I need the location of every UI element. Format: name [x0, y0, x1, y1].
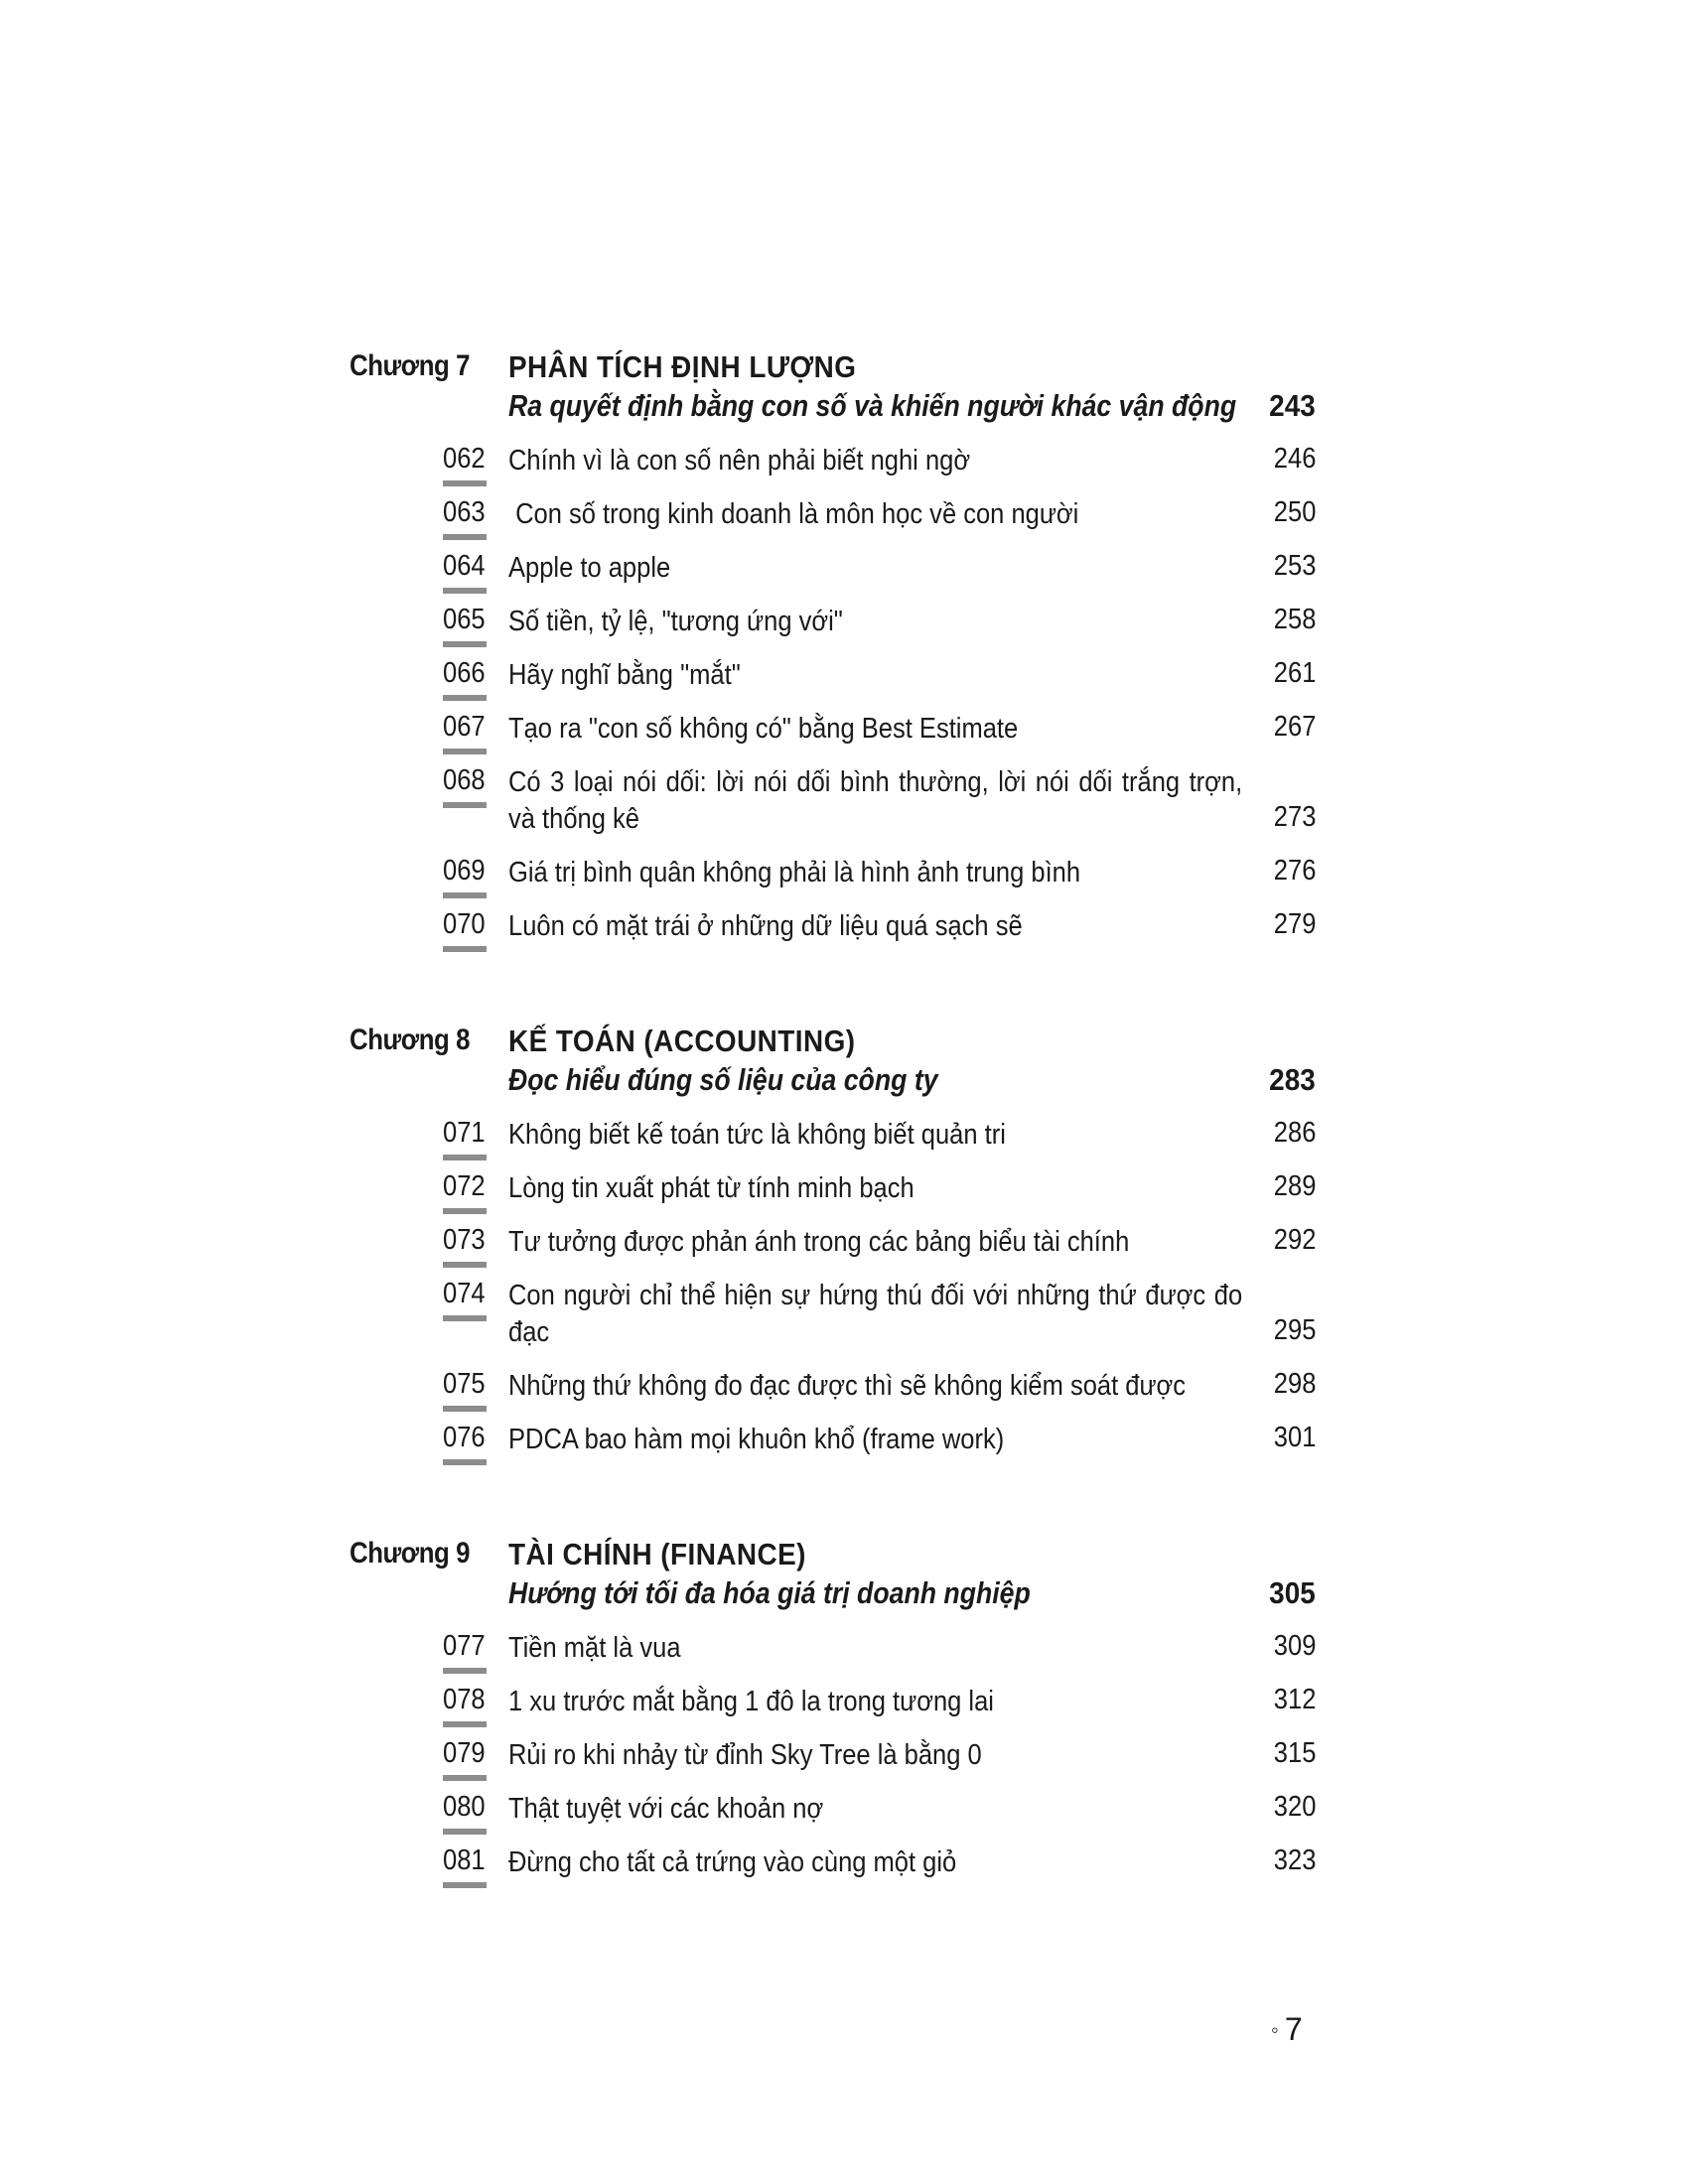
entry-page-number: 261	[1273, 657, 1316, 689]
number-underline	[443, 1208, 487, 1214]
entry-page-number: 250	[1273, 496, 1316, 528]
entry-title: Apple to apple	[508, 552, 671, 584]
entry-page-number: 279	[1273, 908, 1316, 940]
entry-number: 063	[443, 496, 486, 528]
entry-title: Đừng cho tất cả trứng vào cùng một giỏ	[508, 1846, 957, 1878]
entry-number: 068	[443, 764, 486, 796]
chapter-subtitle: Ra quyết định bằng con số và khiến người khác vận động	[508, 388, 1237, 423]
chapter-8	[0, 1020, 1688, 1475]
entry-number: 074	[443, 1278, 486, 1309]
page-number-value: 7	[1284, 2011, 1303, 2047]
entry-number: 080	[443, 1791, 486, 1823]
number-underline	[443, 1668, 487, 1674]
number-underline	[443, 1882, 487, 1888]
entry-number: 070	[443, 908, 486, 940]
entry-page-number: 309	[1273, 1630, 1316, 1662]
entry-title: Tiền mặt là vua	[508, 1632, 681, 1664]
entry-title: Rủi ro khi nhảy từ đỉnh Sky Tree là bằng 0	[508, 1739, 982, 1771]
entry-title: Tư tưởng được phản ánh trong các bảng biểu tài chính	[508, 1226, 1130, 1258]
toc-entry-062[interactable]	[0, 443, 1688, 496]
entry-number: 075	[443, 1368, 486, 1400]
chapter-heading	[0, 345, 1688, 443]
chapter-7	[0, 345, 1688, 962]
entry-title: Con số trong kinh doanh là môn học về con người	[508, 498, 1079, 530]
number-underline	[443, 802, 487, 808]
chapter-label: Chương 8	[350, 1024, 471, 1056]
entry-number: 077	[443, 1630, 486, 1662]
chapter-title: PHÂN TÍCH ĐỊNH LƯỢNG	[508, 349, 857, 384]
entry-number: 079	[443, 1737, 486, 1769]
toc-entry-071[interactable]	[0, 1117, 1688, 1170]
entry-number: 069	[443, 855, 486, 887]
chapter-title: TÀI CHÍNH (FINANCE)	[508, 1537, 806, 1571]
toc-entry-078[interactable]	[0, 1684, 1688, 1737]
entry-number: 081	[443, 1844, 486, 1876]
entry-number: 072	[443, 1170, 486, 1202]
entry-title: Tạo ra "con số không có" bằng Best Estimate	[508, 713, 1019, 745]
entry-title: Lòng tin xuất phát từ tính minh bạch	[508, 1172, 914, 1204]
number-underline	[443, 1262, 487, 1268]
entry-title: Chính vì là con số nên phải biết nghi ngờ	[508, 445, 971, 477]
toc-entry-079[interactable]	[0, 1737, 1688, 1791]
entry-page-number: 323	[1273, 1844, 1316, 1876]
chapter-title: KẾ TOÁN (ACCOUNTING)	[508, 1024, 856, 1058]
entry-page-number: 267	[1273, 711, 1316, 743]
toc-entry-074[interactable]	[0, 1278, 1688, 1368]
toc-entry-066[interactable]	[0, 657, 1688, 711]
entry-title: Không biết kế toán tức là không biết quản tri	[508, 1119, 1006, 1151]
entry-number: 065	[443, 604, 486, 635]
entry-page-number: 315	[1273, 1737, 1316, 1769]
chapter-label: Chương 7	[350, 349, 471, 382]
toc-entry-070[interactable]	[0, 908, 1688, 962]
chapter-page-number: 305	[1269, 1575, 1316, 1610]
number-underline	[443, 749, 487, 754]
number-underline	[443, 892, 487, 898]
entry-page-number: 295	[1273, 1314, 1316, 1346]
table-of-contents	[0, 345, 1688, 1956]
chapter-heading	[0, 1020, 1688, 1117]
chapter-heading	[0, 1533, 1688, 1630]
number-underline	[443, 534, 487, 540]
entry-page-number: 292	[1273, 1224, 1316, 1256]
entry-title: PDCA bao hàm mọi khuôn khổ (frame work)	[508, 1424, 1005, 1455]
chapter-9	[0, 1533, 1688, 1898]
entry-page-number: 258	[1273, 604, 1316, 635]
entry-number: 073	[443, 1224, 486, 1256]
toc-entry-068[interactable]	[0, 764, 1688, 855]
entry-number: 071	[443, 1117, 486, 1149]
entry-page-number: 286	[1273, 1117, 1316, 1149]
entry-number: 062	[443, 443, 486, 475]
entry-page-number: 298	[1273, 1368, 1316, 1400]
number-underline	[443, 1775, 487, 1781]
number-underline	[443, 641, 487, 647]
toc-entry-063[interactable]	[0, 496, 1688, 550]
chapter-page-number: 243	[1269, 388, 1316, 423]
entry-page-number: 301	[1273, 1422, 1316, 1453]
entry-number: 067	[443, 711, 486, 743]
entry-page-number: 246	[1273, 443, 1316, 475]
toc-entry-073[interactable]	[0, 1224, 1688, 1278]
entry-title: Luôn có mặt trái ở những dữ liệu quá sạch sẽ	[508, 910, 1023, 942]
entry-title: Hãy nghĩ bằng "mắt"	[508, 659, 741, 691]
toc-entry-072[interactable]	[0, 1170, 1688, 1224]
number-underline	[443, 1721, 487, 1727]
entry-title: Con người chỉ thể hiện sự hứng thú đối với những thứ được đo đạc	[508, 1280, 1243, 1348]
toc-entry-080[interactable]	[0, 1791, 1688, 1844]
chapter-subtitle: Hướng tới tối đa hóa giá trị doanh nghiệp	[508, 1575, 1031, 1610]
entry-number: 078	[443, 1684, 486, 1715]
entry-title: Số tiền, tỷ lệ, "tương ứng với"	[508, 606, 843, 637]
entry-page-number: 276	[1273, 855, 1316, 887]
entry-number: 076	[443, 1422, 486, 1453]
toc-entry-064[interactable]	[0, 550, 1688, 604]
entry-title: Có 3 loại nói dối: lời nói dối bình thường, lời nói dối trắng trợn, và thống kê	[508, 766, 1243, 835]
toc-entry-065[interactable]	[0, 604, 1688, 657]
entry-page-number: 289	[1273, 1170, 1316, 1202]
number-underline	[443, 1315, 487, 1321]
entry-title: 1 xu trước mắt bằng 1 đô la trong tương lai	[508, 1686, 994, 1717]
toc-entry-067[interactable]	[0, 711, 1688, 764]
entry-page-number: 253	[1273, 550, 1316, 582]
toc-entry-069[interactable]	[0, 855, 1688, 908]
chapter-subtitle: Đọc hiểu đúng số liệu của công ty	[508, 1062, 938, 1097]
bullet-icon: ◦	[1271, 2017, 1279, 2042]
entry-number: 064	[443, 550, 486, 582]
entry-title: Giá trị bình quân không phải là hình ảnh trung bình	[508, 857, 1081, 888]
number-underline	[443, 1155, 487, 1160]
chapter-page-number: 283	[1269, 1062, 1316, 1097]
number-underline	[443, 946, 487, 952]
number-underline	[443, 695, 487, 701]
toc-entry-077[interactable]	[0, 1630, 1688, 1684]
entry-number: 066	[443, 657, 486, 689]
number-underline	[443, 480, 487, 486]
number-underline	[443, 1459, 487, 1465]
entry-page-number: 273	[1273, 801, 1316, 833]
entry-page-number: 312	[1273, 1684, 1316, 1715]
number-underline	[443, 1829, 487, 1835]
chapter-label: Chương 9	[350, 1537, 471, 1570]
number-underline	[443, 588, 487, 594]
entry-page-number: 320	[1273, 1791, 1316, 1823]
number-underline	[443, 1406, 487, 1412]
toc-entry-081[interactable]	[0, 1844, 1688, 1898]
entry-title: Những thứ không đo đạc được thì sẽ không kiểm soát được	[508, 1370, 1187, 1402]
toc-entry-076[interactable]	[0, 1422, 1688, 1475]
toc-entry-075[interactable]	[0, 1368, 1688, 1422]
page-number	[1271, 2011, 1303, 2048]
entry-title: Thật tuyệt với các khoản nợ	[508, 1793, 824, 1825]
